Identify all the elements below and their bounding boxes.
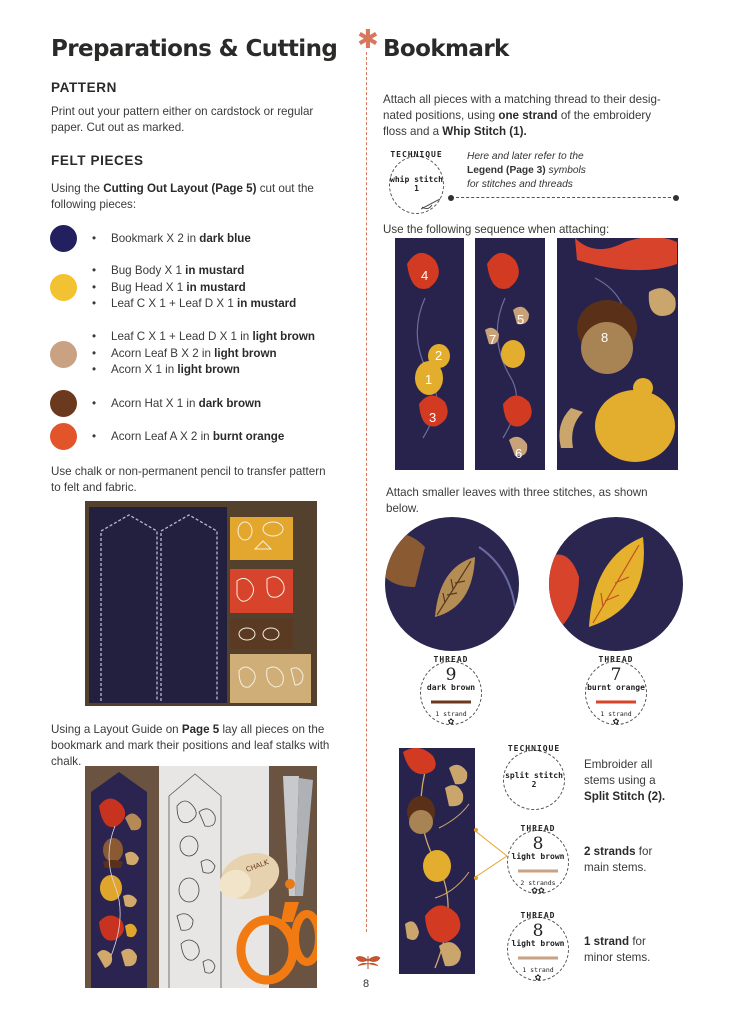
- embroider-line-1: Embroider all: [584, 758, 653, 771]
- item-color: dark brown: [198, 397, 262, 410]
- felt-intro-a: Using the: [51, 182, 104, 195]
- thread-arc-label: THREAD: [520, 911, 556, 920]
- sequence-number: 2: [435, 348, 443, 363]
- list-item: [92, 231, 251, 248]
- column-divider: [366, 52, 367, 932]
- leaf-sprig-icon: [355, 952, 381, 970]
- item-text: Leaf C X 1 + Lead D X 1 in: [111, 330, 253, 343]
- split-stitch-number: 2: [531, 780, 537, 789]
- pattern-text-line-2: paper. Cut out as marked.: [51, 121, 185, 134]
- layout-guide-illustration: [85, 766, 317, 988]
- technique-arc-label: TECHNIQUE: [390, 150, 443, 159]
- thread-strand-count: 1 strand: [522, 966, 554, 974]
- item-color: in mustard: [237, 297, 297, 310]
- thread-number: 8: [532, 921, 544, 941]
- main-stems-strands: 2 strands: [584, 845, 636, 858]
- attach-line-2b: one strand: [498, 109, 558, 122]
- thread-stamp-8-one-strand: [507, 911, 569, 982]
- item-color: in mustard: [185, 264, 245, 277]
- stems-bookmark-illustration: [399, 748, 475, 974]
- layout-guide-text: [51, 722, 329, 770]
- thread-strand-count: 1 strand: [600, 710, 632, 718]
- dotted-connector: [451, 197, 676, 198]
- layout-text-a: Using a Layout Guide on: [51, 723, 182, 736]
- list-item: [92, 296, 296, 313]
- chalk-label: CHALK: [244, 858, 270, 874]
- needle-icon: [420, 197, 442, 211]
- item-color: light brown: [214, 346, 277, 360]
- sequence-number: 3: [429, 410, 437, 425]
- note-line-3: for stitches and threads: [467, 179, 573, 190]
- minor-stems-for: for: [629, 935, 646, 948]
- list-item: [92, 362, 315, 379]
- floss-skein-icon: [429, 699, 473, 705]
- list-item: [92, 280, 296, 297]
- photo-layout-guide: [85, 766, 317, 988]
- mustard-leaf-closeup: [549, 517, 683, 651]
- embroider-stems-text: [584, 757, 665, 805]
- flower-icon: ✿: [534, 973, 542, 982]
- item-color: light brown: [252, 330, 315, 343]
- attach-line-3b: Whip Stitch (1).: [442, 125, 527, 138]
- legend-note: [467, 150, 586, 192]
- flower-icon: ✿✿: [531, 886, 545, 895]
- thread-color-name: dark brown: [426, 683, 476, 692]
- asterisk-divider-ornament: ✱: [357, 24, 379, 54]
- note-legend-link: Legend (Page 3): [467, 165, 546, 176]
- whip-stitch-number: 1: [414, 184, 419, 193]
- item-text: Leaf C X 1 + Leaf D X 1: [111, 297, 237, 310]
- page-title-preparations: Preparations & Cutting: [51, 36, 338, 62]
- item-color: dark blue: [199, 232, 251, 245]
- sequence-text: Use the following sequence when attaching:: [383, 223, 610, 236]
- chalk-text-line-2: to felt and fabric.: [51, 481, 137, 494]
- embroider-line-2: stems using a: [584, 774, 656, 787]
- list-item: [92, 429, 284, 446]
- floss-skein-icon: [594, 699, 638, 705]
- whip-stitch-label: whip stitch: [390, 175, 443, 184]
- item-text: Acorn X 1 in: [111, 363, 178, 376]
- thread-color-name: light brown: [511, 852, 565, 861]
- photo-attach-sequence: [395, 238, 678, 470]
- floss-skein-icon: [516, 868, 560, 874]
- pattern-heading: PATTERN: [51, 80, 117, 95]
- note-line-1: Here and later refer to the: [467, 151, 584, 162]
- connector-dot-start: [448, 195, 454, 201]
- flower-icon: ✿: [447, 717, 455, 726]
- split-stitch-label: split stitch: [505, 771, 563, 780]
- technique-stamp-whip-stitch: [389, 150, 444, 214]
- thread-color-name: burnt orange: [587, 683, 645, 692]
- sequence-number: 8: [601, 330, 609, 345]
- sequence-number: 1: [425, 372, 433, 387]
- item-color: in mustard: [186, 280, 246, 294]
- felt-intro-c: cut out the: [256, 182, 314, 195]
- photo-closeup-brown-leaf: [385, 517, 519, 651]
- item-text: Acorn Leaf A X 2 in: [111, 430, 213, 443]
- smaller-leaves-line-2: below.: [386, 502, 419, 515]
- list-item: [92, 263, 296, 280]
- felt-intro-d: following pieces:: [51, 198, 137, 211]
- attach-instructions: [383, 92, 661, 140]
- item-text: Bookmark X 2 in: [111, 232, 200, 245]
- felt-list-mustard: [92, 263, 296, 313]
- attach-line-2c: of the embroidery: [557, 109, 652, 122]
- thread-number: 9: [445, 665, 457, 685]
- chalk-text-line-1: Use chalk or non-permanent pencil to transfer pattern: [51, 465, 326, 478]
- felt-list-light-brown: [92, 329, 315, 379]
- thread-stamp-7-burnt-orange: [585, 655, 647, 726]
- swatch-dark-brown: [50, 390, 77, 417]
- sequence-number: 7: [489, 332, 497, 347]
- felt-cutting-illustration: [85, 501, 317, 706]
- sequence-number: 4: [421, 268, 429, 283]
- item-color: light brown: [177, 363, 240, 376]
- pattern-text: [51, 104, 313, 136]
- layout-text-page: Page 5: [181, 723, 220, 736]
- photo-closeup-mustard-leaf: [549, 517, 683, 651]
- layout-text-d: bookmark and mark their positions and leaf stalks with: [51, 739, 330, 752]
- minor-stems-text: [584, 934, 650, 966]
- item-text: Bug Body X 1: [111, 264, 186, 277]
- pattern-text-line-1: Print out your pattern either on cardstock or regular: [51, 105, 314, 118]
- item-text: Acorn Hat X 1 in: [111, 397, 199, 410]
- attach-line-3a: floss and a: [383, 125, 443, 138]
- item-color: burnt orange: [212, 430, 285, 443]
- felt-intro-text: [51, 181, 314, 213]
- item-text: Bug Head X 1: [111, 280, 187, 294]
- connector-dot-end: [673, 195, 679, 201]
- floss-skein-icon: [516, 955, 560, 961]
- list-item: [92, 346, 315, 363]
- embroider-line-3: Split Stitch (2).: [584, 790, 666, 803]
- minor-stems-strands: 1 strand: [584, 935, 630, 948]
- swatch-mustard: [50, 274, 77, 301]
- page-title-bookmark: Bookmark: [383, 36, 509, 62]
- swatch-burnt-orange: [50, 423, 77, 450]
- thread-number: 8: [532, 834, 544, 854]
- item-text: Acorn Leaf B X 2 in: [111, 346, 215, 360]
- page-number: 8: [363, 978, 370, 990]
- thread-stamp-8-two-strands: [507, 824, 569, 895]
- smaller-leaves-line-1: Attach smaller leaves with three stitches, as shown: [386, 486, 648, 499]
- sequence-number: 6: [515, 446, 523, 461]
- felt-list-burnt-orange: [92, 429, 284, 446]
- felt-list-dark-blue: [92, 231, 251, 248]
- attach-sequence-illustration: [395, 238, 678, 470]
- felt-list-dark-brown: [92, 396, 261, 413]
- list-item: [92, 329, 315, 346]
- thread-arc-label: THREAD: [520, 824, 556, 833]
- smaller-leaves-text: [386, 485, 648, 517]
- brown-leaf-closeup: [385, 517, 519, 651]
- thread-stamp-9-dark-brown: [420, 655, 482, 726]
- sequence-number: 5: [517, 312, 525, 327]
- thread-strand-count: 2 strands: [520, 879, 556, 887]
- minor-stems-label: minor stems.: [584, 951, 651, 964]
- photo-stems-bookmark: [399, 748, 475, 974]
- felt-pieces-heading: FELT PIECES: [51, 153, 144, 168]
- thread-strand-count: 1 strand: [435, 710, 467, 718]
- list-item: [92, 396, 261, 413]
- technique-stamp-split-stitch: [503, 744, 565, 810]
- thread-arc-label: THREAD: [598, 655, 634, 664]
- thread-color-name: light brown: [511, 939, 565, 948]
- technique-arc-label: TECHNIQUE: [507, 744, 561, 753]
- attach-line-2a: nated positions, using: [383, 109, 499, 122]
- thread-number: 7: [610, 665, 622, 685]
- stem-pointer-lines: [474, 820, 508, 880]
- layout-text-e: chalk.: [51, 755, 82, 768]
- main-stems-label: main stems.: [584, 861, 647, 874]
- layout-text-c: lay all pieces on the: [219, 723, 325, 736]
- thread-arc-label: THREAD: [433, 655, 469, 664]
- attach-line-1: Attach all pieces with a matching thread to their desig-: [383, 93, 661, 106]
- chalk-text: [51, 464, 326, 496]
- photo-felt-cutting: [85, 501, 317, 706]
- felt-intro-link: Cutting Out Layout (Page 5): [103, 182, 257, 195]
- swatch-dark-blue: [50, 225, 77, 252]
- main-stems-text: [584, 844, 652, 876]
- swatch-light-brown: [50, 341, 77, 368]
- main-stems-for: for: [635, 845, 653, 858]
- flower-icon: ✿: [612, 717, 620, 726]
- note-line-2b: symbols: [545, 165, 586, 176]
